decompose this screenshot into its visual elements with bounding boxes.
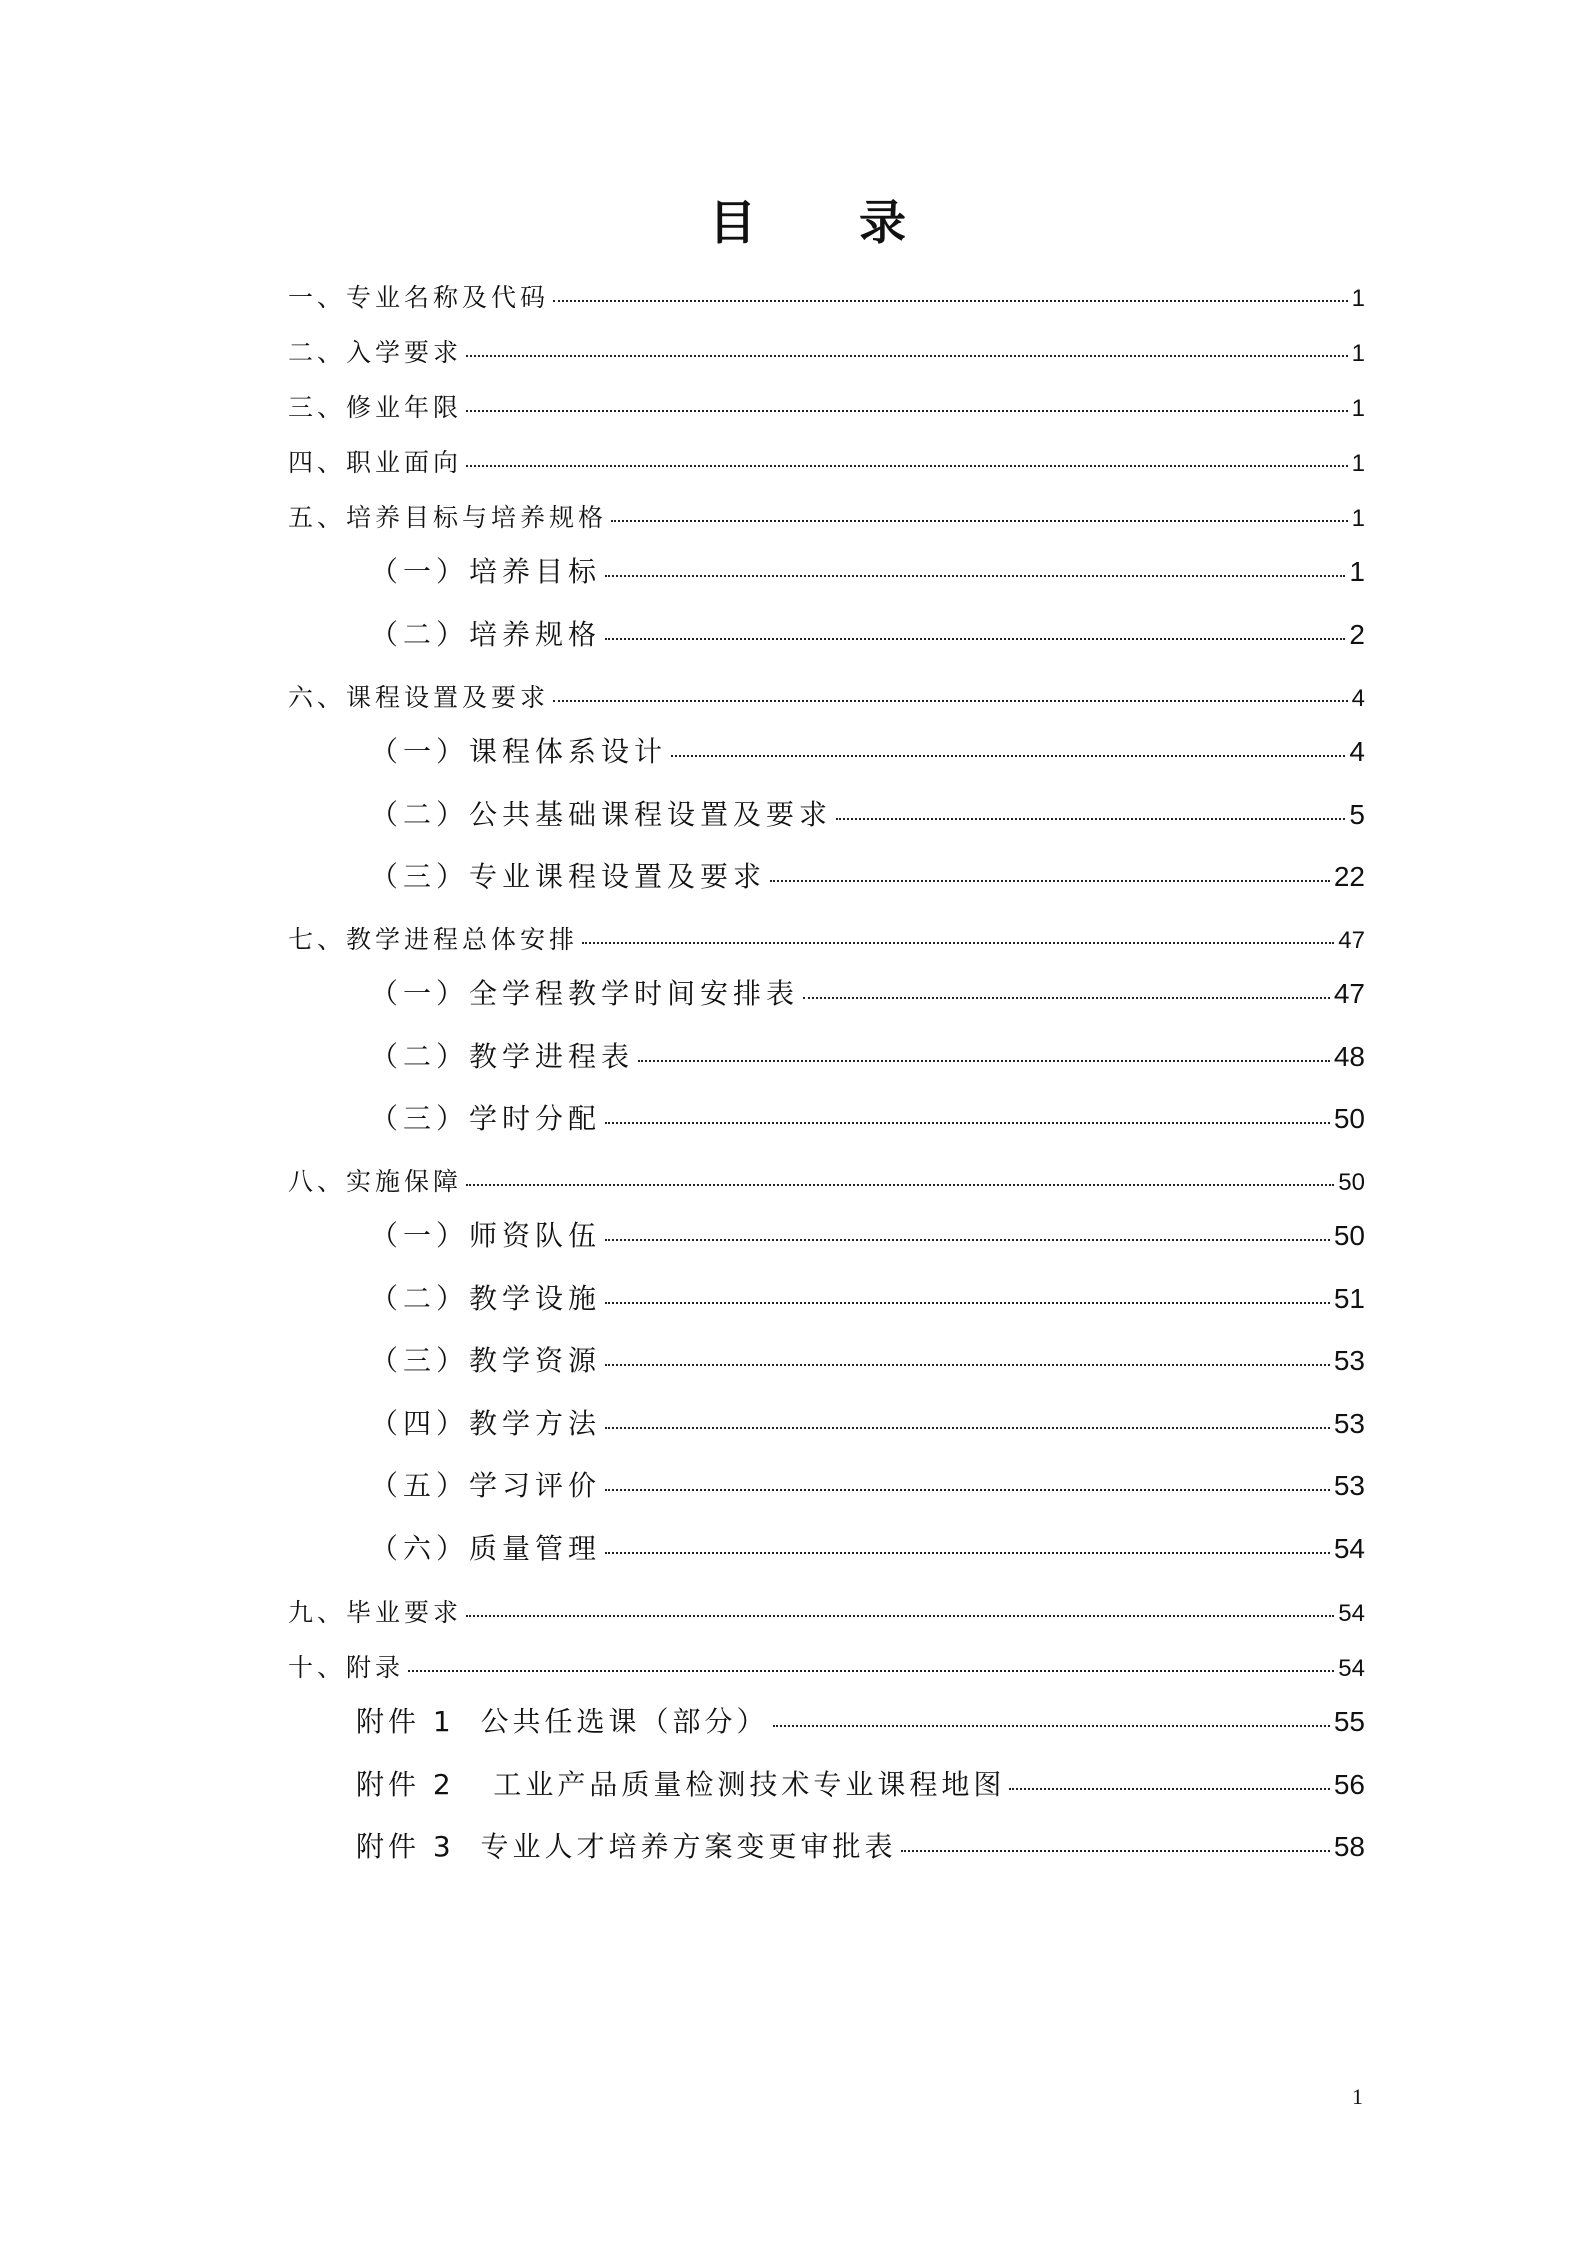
toc-entry-page: 47 bbox=[1333, 978, 1365, 1009]
toc-entry-text: （二）公共基础课程设置及要求 bbox=[370, 798, 833, 831]
toc-entry-text: （二）教学进程表 bbox=[370, 1040, 635, 1073]
toc-entry[interactable] bbox=[370, 1035, 1365, 1075]
toc-entry-text: （一）课程体系设计 bbox=[370, 735, 668, 768]
toc-entry[interactable] bbox=[288, 278, 1365, 312]
toc-entry-page: 1 bbox=[1351, 395, 1365, 422]
dot-leader bbox=[582, 942, 1334, 944]
dot-leader bbox=[1009, 1788, 1329, 1790]
toc-entry-page: 51 bbox=[1333, 1283, 1365, 1314]
dot-leader bbox=[605, 638, 1345, 640]
dot-leader bbox=[605, 575, 1345, 577]
dot-leader bbox=[611, 520, 1348, 522]
toc-entry-page: 56 bbox=[1333, 1769, 1365, 1800]
dot-leader bbox=[605, 1122, 1330, 1124]
toc-entry-page: 54 bbox=[1338, 1655, 1365, 1682]
dot-leader bbox=[605, 1302, 1330, 1304]
toc-entry-page: 54 bbox=[1338, 1600, 1365, 1627]
dot-leader bbox=[605, 1364, 1330, 1366]
toc-entry-page: 53 bbox=[1333, 1408, 1365, 1439]
dot-leader bbox=[803, 997, 1330, 999]
toc-entry-page: 4 bbox=[1351, 685, 1365, 712]
toc-entry-page: 1 bbox=[1351, 450, 1365, 477]
toc-entry-text: （三）学时分配 bbox=[370, 1102, 602, 1135]
toc-entry-text: （一）全学程教学时间安排表 bbox=[370, 977, 800, 1010]
toc-entry[interactable] bbox=[288, 1593, 1365, 1627]
toc-entry-text: （五）学习评价 bbox=[370, 1469, 602, 1502]
toc-entry-page: 4 bbox=[1349, 736, 1365, 767]
dot-leader bbox=[466, 1184, 1334, 1186]
toc-entry-page: 1 bbox=[1351, 340, 1365, 367]
dot-leader bbox=[466, 1615, 1334, 1617]
toc-entry[interactable] bbox=[370, 1339, 1365, 1379]
toc-entry[interactable] bbox=[370, 793, 1365, 833]
dot-leader bbox=[605, 1489, 1330, 1491]
toc-entry-text: （一）师资队伍 bbox=[370, 1219, 602, 1252]
toc-entry-text: 六、课程设置及要求 bbox=[288, 683, 550, 712]
toc-entry-page: 2 bbox=[1349, 619, 1365, 650]
toc-entry-page: 50 bbox=[1333, 1103, 1365, 1134]
dot-leader bbox=[605, 1552, 1330, 1554]
dot-leader bbox=[466, 355, 1348, 357]
dot-leader bbox=[605, 1239, 1330, 1241]
toc-entry[interactable] bbox=[370, 550, 1365, 590]
dot-leader bbox=[901, 1850, 1330, 1852]
toc-entry-page: 58 bbox=[1333, 1831, 1365, 1862]
dot-leader bbox=[773, 1725, 1330, 1727]
toc-entry-page: 48 bbox=[1333, 1041, 1365, 1072]
toc-entry[interactable] bbox=[288, 333, 1365, 367]
toc-entry[interactable] bbox=[356, 1763, 1365, 1803]
toc-entry-text: 四、职业面向 bbox=[288, 448, 463, 477]
toc-entry-page: 50 bbox=[1338, 1169, 1365, 1196]
toc-entry[interactable] bbox=[370, 1527, 1365, 1567]
toc-entry[interactable] bbox=[288, 443, 1365, 477]
dot-leader bbox=[466, 410, 1348, 412]
dot-leader bbox=[408, 1670, 1334, 1672]
toc-entry-text: 十、附录 bbox=[288, 1653, 405, 1682]
toc-entry-page: 47 bbox=[1338, 927, 1365, 954]
toc-entry[interactable] bbox=[288, 920, 1365, 954]
toc-entry-text: 三、修业年限 bbox=[288, 393, 463, 422]
toc-entry[interactable] bbox=[288, 1648, 1365, 1682]
toc-entry-text: （三）专业课程设置及要求 bbox=[370, 860, 767, 893]
toc-entry[interactable] bbox=[370, 730, 1365, 770]
dot-leader bbox=[770, 880, 1330, 882]
dot-leader bbox=[836, 818, 1345, 820]
toc-entry-page: 54 bbox=[1333, 1533, 1365, 1564]
dot-leader bbox=[553, 700, 1348, 702]
toc-entry-text: （四）教学方法 bbox=[370, 1407, 602, 1440]
toc-entry-text: 附件 2 工业产品质量检测技术专业课程地图 bbox=[356, 1768, 1006, 1801]
toc-entry[interactable] bbox=[370, 613, 1365, 653]
dot-leader bbox=[605, 1427, 1330, 1429]
toc-entry-page: 22 bbox=[1333, 861, 1365, 892]
toc-entry[interactable] bbox=[356, 1700, 1365, 1740]
toc-entry-text: 五、培养目标与培养规格 bbox=[288, 503, 608, 532]
toc-entry-text: （二）培养规格 bbox=[370, 618, 602, 651]
toc-entry[interactable] bbox=[288, 1162, 1365, 1196]
toc-entry[interactable] bbox=[370, 1277, 1365, 1317]
toc-entry-text: 七、教学进程总体安排 bbox=[288, 925, 579, 954]
toc-entry-page: 55 bbox=[1333, 1706, 1365, 1737]
page-title: 目 录 bbox=[709, 196, 934, 251]
toc-entry-text: （二）教学设施 bbox=[370, 1282, 602, 1315]
toc-entry-text: 附件 1 公共任选课（部分） bbox=[356, 1705, 769, 1738]
toc-entry-page: 5 bbox=[1349, 799, 1365, 830]
toc-entry-text: 九、毕业要求 bbox=[288, 1598, 463, 1627]
toc-entry-page: 53 bbox=[1333, 1345, 1365, 1376]
dot-leader bbox=[466, 465, 1348, 467]
toc-entry-page: 1 bbox=[1351, 285, 1365, 312]
page-number: 1 bbox=[1352, 2084, 1363, 2109]
toc-entry-text: 附件 3 专业人才培养方案变更审批表 bbox=[356, 1830, 897, 1863]
toc-entry-text: 二、入学要求 bbox=[288, 338, 463, 367]
toc-entry-page: 53 bbox=[1333, 1470, 1365, 1501]
toc-entry-page: 1 bbox=[1349, 556, 1365, 587]
toc-entry-text: （三）教学资源 bbox=[370, 1344, 602, 1377]
toc-entry[interactable] bbox=[356, 1825, 1365, 1865]
toc-entry[interactable] bbox=[288, 678, 1365, 712]
toc-entry[interactable] bbox=[370, 1214, 1365, 1254]
dot-leader bbox=[638, 1060, 1330, 1062]
toc-entry[interactable] bbox=[370, 855, 1365, 895]
toc-entry[interactable] bbox=[370, 1464, 1365, 1504]
toc-entry[interactable] bbox=[288, 498, 1365, 532]
toc-entry-text: （六）质量管理 bbox=[370, 1532, 602, 1565]
toc-entry[interactable] bbox=[370, 1402, 1365, 1442]
toc-entry[interactable] bbox=[370, 1097, 1365, 1137]
toc-entry[interactable] bbox=[288, 388, 1365, 422]
toc-entry-text: 一、专业名称及代码 bbox=[288, 283, 550, 312]
toc-entry-page: 50 bbox=[1333, 1220, 1365, 1251]
toc-entry-text: 八、实施保障 bbox=[288, 1167, 463, 1196]
dot-leader bbox=[553, 300, 1348, 302]
dot-leader bbox=[671, 755, 1345, 757]
toc-entry-page: 1 bbox=[1351, 505, 1365, 532]
toc-entry-text: （一）培养目标 bbox=[370, 555, 602, 588]
toc-entry[interactable] bbox=[370, 972, 1365, 1012]
